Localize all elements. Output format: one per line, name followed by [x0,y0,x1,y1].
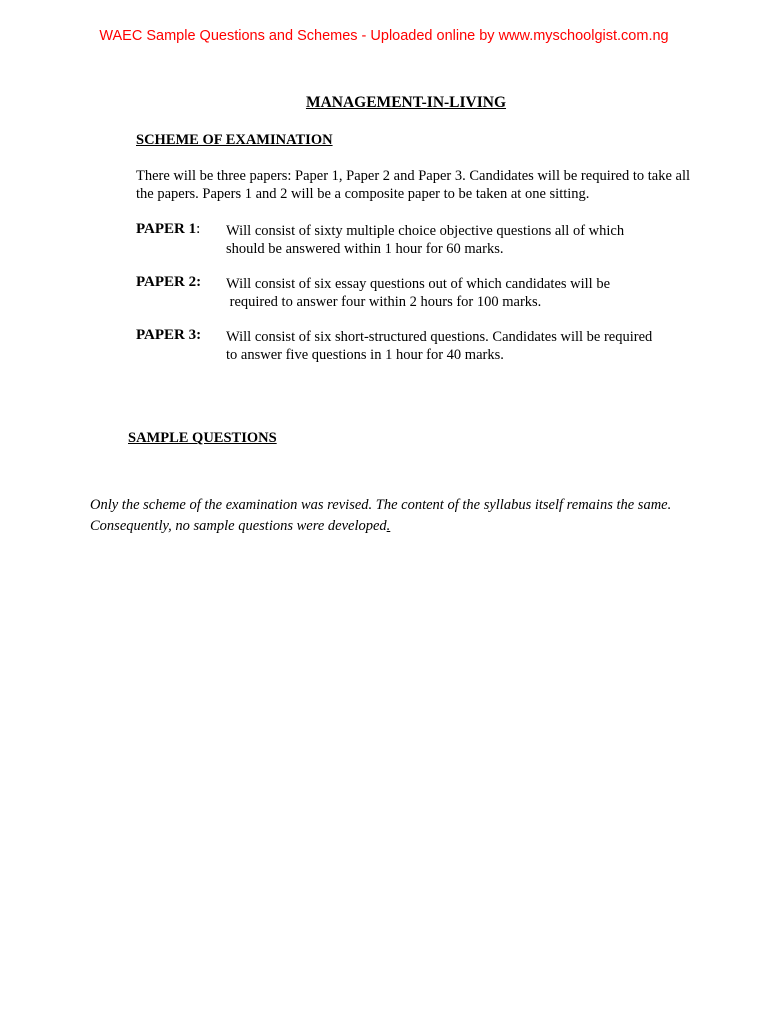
paper-3-label-text: PAPER 3: [136,327,202,343]
paper-3-label [136,327,201,344]
paper-2-line-2: required to answer four within 2 hours for 100 marks. [226,294,542,310]
paper-1-description [226,222,696,258]
paper-1-line-1: Will consist of sixty multiple choice objective questions all of which [226,223,625,239]
paper-2-label-text: PAPER 2: [136,274,202,290]
paper-2-line-1: Will consist of six essay questions out of which candidates will be [226,276,611,292]
revision-note [90,495,690,537]
paper-1-line-2: should be answered within 1 hour for 60 marks. [226,241,504,257]
paper-1-label-text: PAPER 1 [136,221,197,237]
revision-note-period: . [386,518,391,534]
paper-1-label [136,221,200,238]
scheme-heading: SCHEME OF EXAMINATION [136,132,333,148]
header-banner: WAEC Sample Questions and Schemes - Uploaded online by www.myschoolgist.com.ng [99,28,669,44]
paper-3-line-2: to answer five questions in 1 hour for 40 marks. [226,347,504,363]
paper-1-label-suffix: : [196,221,201,237]
intro-paragraph: There will be three papers: Paper 1, Paper 2 and Paper 3. Candidates will be required to take all the papers. Papers 1 and 2 will be a composite paper to be taken at one sitting. [136,168,691,202]
paper-2-description [226,275,696,311]
paper-3-description [226,328,696,364]
document-title: MANAGEMENT-IN-LIVING [305,94,507,111]
sample-questions-heading: SAMPLE QUESTIONS [128,430,277,446]
paper-2-label [136,274,201,291]
paper-3-line-1: Will consist of six short-structured questions. Candidates will be required [226,329,653,345]
revision-note-text: Only the scheme of the examination was revised. The content of the syllabus itself remains the same. Consequently, no sample questions were developed [90,497,672,534]
